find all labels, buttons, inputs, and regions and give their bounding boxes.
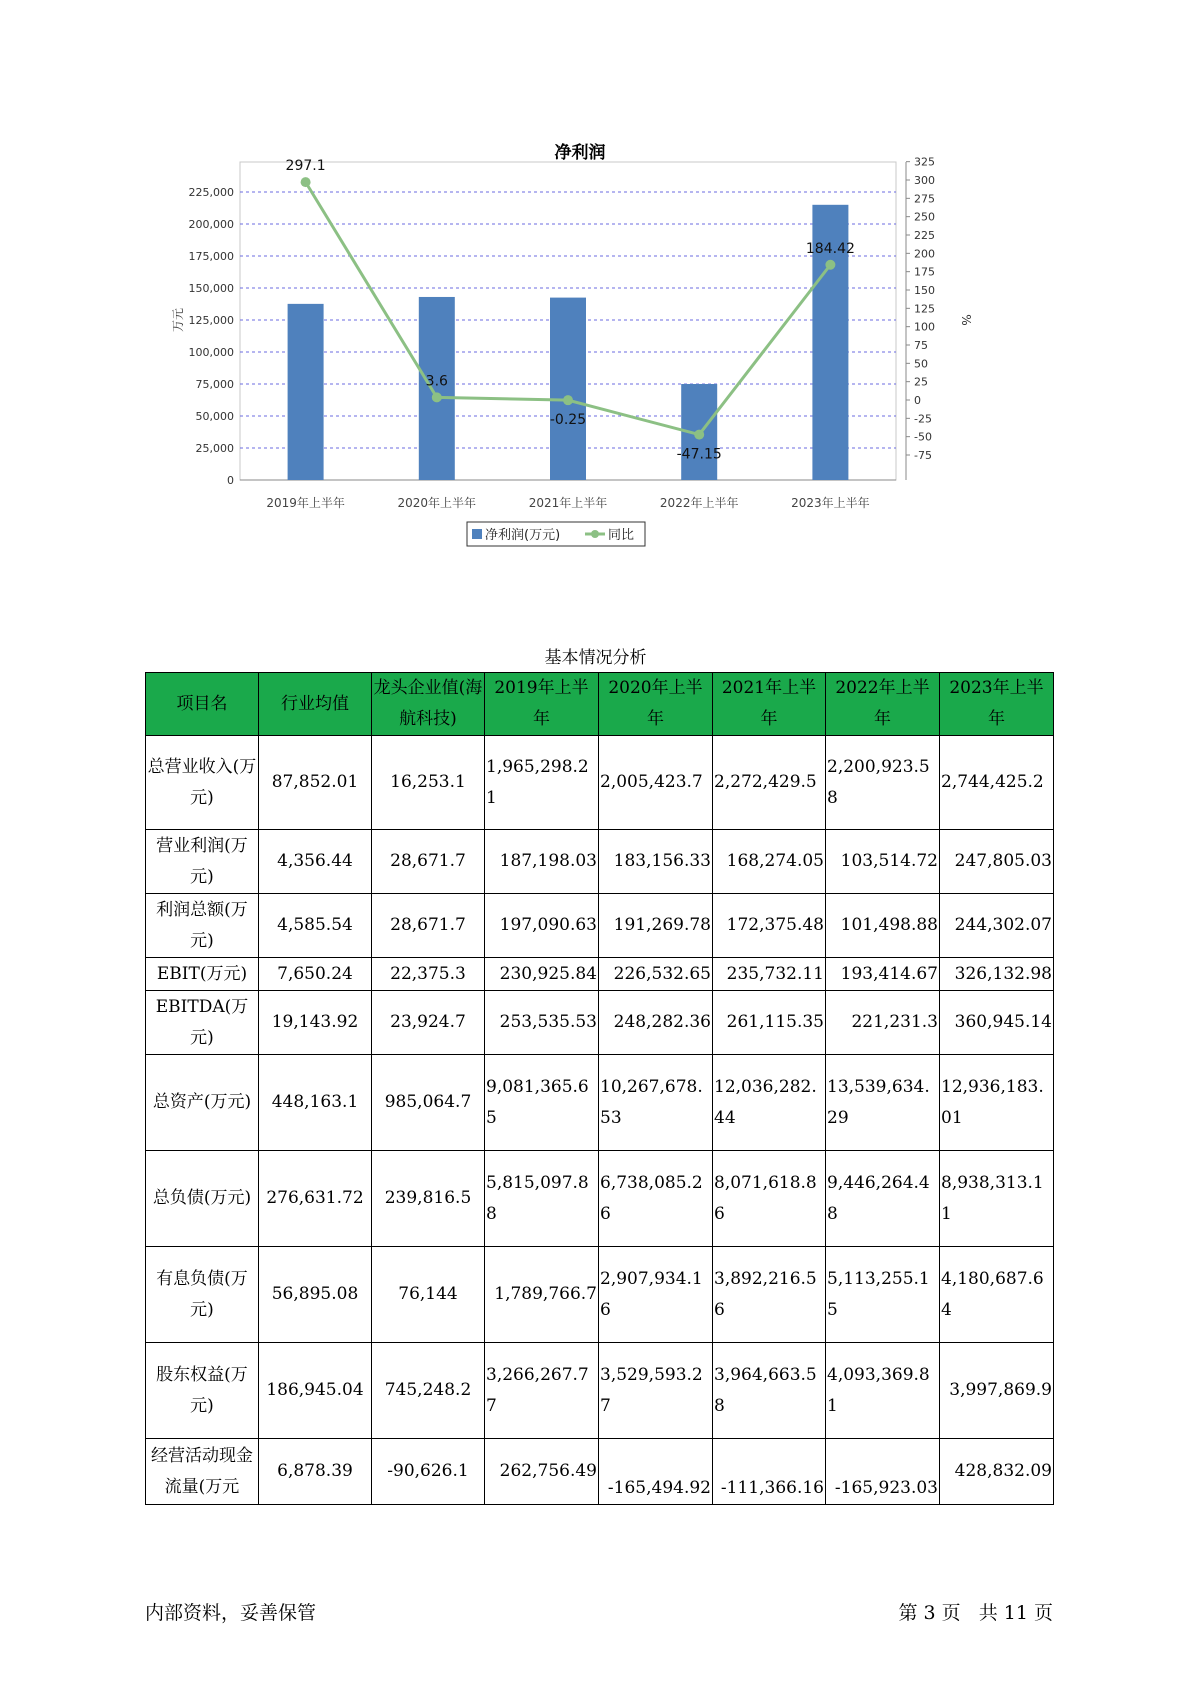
x-tick-label: 2022年上半年: [659, 496, 739, 510]
x-tick-label: 2023年上半年: [791, 496, 870, 510]
cell: 262,756.49: [485, 1439, 599, 1505]
header-2021h1: 2021年上半年: [713, 673, 826, 736]
point-yoy: [825, 260, 835, 270]
cell: 183,156.33: [599, 830, 713, 894]
y-axis-label: 万元: [171, 307, 185, 333]
row-label: 有息负债(万元): [146, 1247, 259, 1343]
bar-net-profit: [550, 298, 586, 480]
cell: 247,805.03: [940, 830, 1054, 894]
cell: 7,650.24: [259, 958, 372, 991]
cell: 4,093,369.81: [826, 1343, 940, 1439]
x-tick-label: 2019年上半年: [266, 496, 345, 510]
point-yoy: [432, 392, 442, 402]
header-2020h1: 2020年上半年: [599, 673, 713, 736]
header-item-name: 项目名: [146, 673, 259, 736]
cell: 3,529,593.27: [599, 1343, 713, 1439]
cell: 197,090.63: [485, 894, 599, 958]
net-profit-chart: [170, 130, 973, 600]
cell: -165,494.92: [599, 1439, 713, 1505]
cell: 172,375.48: [713, 894, 826, 958]
y-tick-label: 125,000: [188, 314, 234, 327]
cell: 239,816.5: [372, 1151, 485, 1247]
cell: 6,738,085.26: [599, 1151, 713, 1247]
cell: 360,945.14: [940, 991, 1054, 1055]
cell: 187,198.03: [485, 830, 599, 894]
y2-tick-label: 0: [914, 394, 921, 407]
cell: 186,945.04: [259, 1343, 372, 1439]
row-label: 利润总额(万元): [146, 894, 259, 958]
chart-title: 净利润: [554, 143, 606, 163]
legend-swatch-bar: [472, 529, 482, 539]
y2-tick-label: -25: [914, 412, 932, 426]
cell: 9,446,264.48: [826, 1151, 940, 1247]
y2-axis-label: %: [959, 314, 973, 326]
cell: 10,267,678.53: [599, 1055, 713, 1151]
cell: 12,036,282.44: [713, 1055, 826, 1151]
cell: 3,964,663.58: [713, 1343, 826, 1439]
row-label: EBITDA(万元): [146, 991, 259, 1055]
cell: 3,892,216.56: [713, 1247, 826, 1343]
data-label-yoy: 3.6: [425, 373, 448, 390]
cell: 5,113,255.15: [826, 1247, 940, 1343]
cell: 13,539,634.29: [826, 1055, 940, 1151]
bar-net-profit: [288, 304, 324, 480]
row-label: 总营业收入(万元): [146, 736, 259, 830]
cell: 76,144: [372, 1247, 485, 1343]
y-tick-label: 200,000: [188, 218, 234, 231]
x-tick-label: 2021年上半年: [528, 496, 608, 510]
cell: 2,005,423.7: [599, 736, 713, 830]
data-label-yoy: -47.15: [676, 446, 722, 463]
cell: 5,815,097.88: [485, 1151, 599, 1247]
cell: 22,375.3: [372, 958, 485, 991]
table-row: [146, 894, 1054, 958]
cell: 253,535.53: [485, 991, 599, 1055]
row-label: 股东权益(万元): [146, 1343, 259, 1439]
cell: 428,832.09: [940, 1439, 1054, 1505]
cell: 193,414.67: [826, 958, 940, 991]
y2-tick-label: 325: [914, 155, 935, 169]
y2-tick-label: -75: [914, 449, 932, 462]
y2-tick-label: 75: [914, 339, 928, 352]
y2-tick-label: 300: [914, 174, 935, 187]
header-industry-avg: 行业均值: [259, 673, 372, 736]
row-label: 总资产(万元): [146, 1055, 259, 1151]
table-row: [146, 991, 1054, 1055]
cell: 230,925.84: [485, 958, 599, 991]
cell: 2,272,429.5: [713, 736, 826, 830]
cell: 2,907,934.16: [599, 1247, 713, 1343]
cell: 261,115.35: [713, 991, 826, 1055]
cell: 16,253.1: [372, 736, 485, 830]
y-tick-label: 50,000: [195, 410, 234, 423]
row-label: 经营活动现金流量(万元: [146, 1439, 259, 1505]
header-2022h1: 2022年上半年: [826, 673, 940, 736]
table-row: [146, 958, 1054, 991]
row-label: 营业利润(万元): [146, 830, 259, 894]
cell: 8,938,313.11: [940, 1151, 1054, 1247]
table-row: [146, 736, 1054, 830]
basic-analysis-table: [145, 672, 1054, 1505]
y2-tick-label: 175: [914, 265, 935, 279]
cell: 2,200,923.58: [826, 736, 940, 830]
footer-page-number: 第 3 页 共 11 页: [898, 1602, 1053, 1624]
cell: 226,532.65: [599, 958, 713, 991]
cell: 23,924.7: [372, 991, 485, 1055]
cell: 4,356.44: [259, 830, 372, 894]
legend-swatch-point: [591, 530, 599, 538]
cell: 248,282.36: [599, 991, 713, 1055]
y-tick-label: 100,000: [188, 346, 234, 359]
y-tick-label: 225,000: [188, 186, 234, 199]
cell: 221,231.3: [826, 991, 940, 1055]
cell: 101,498.88: [826, 894, 940, 958]
cell: 191,269.78: [599, 894, 713, 958]
cell: 3,266,267.77: [485, 1343, 599, 1439]
cell: 1,965,298.21: [485, 736, 599, 830]
cell: 985,064.7: [372, 1055, 485, 1151]
table-row: [146, 1151, 1054, 1247]
y2-tick-label: 50: [914, 357, 928, 371]
header-2023h1: 2023年上半年: [940, 673, 1054, 736]
cell: -111,366.16: [713, 1439, 826, 1505]
cell: 103,514.72: [826, 830, 940, 894]
cell: 8,071,618.86: [713, 1151, 826, 1247]
table-title: 基本情况分析: [544, 648, 647, 668]
cell: 1,789,766.7: [485, 1247, 599, 1343]
cell: 6,878.39: [259, 1439, 372, 1505]
point-yoy: [301, 177, 311, 187]
cell: -165,923.03: [826, 1439, 940, 1505]
cell: 9,081,365.65: [485, 1055, 599, 1151]
cell: 3,997,869.9: [940, 1343, 1054, 1439]
cell: 12,936,183.01: [940, 1055, 1054, 1151]
y2-tick-label: 275: [914, 192, 935, 206]
table-row: [146, 1343, 1054, 1439]
cell: 276,631.72: [259, 1151, 372, 1247]
table-header-row: [146, 673, 1054, 736]
cell: 19,143.92: [259, 991, 372, 1055]
row-label: 总负债(万元): [146, 1151, 259, 1247]
y-tick-label: 150,000: [188, 282, 234, 295]
cell: 235,732.11: [713, 958, 826, 991]
y2-tick-label: 100: [914, 320, 935, 334]
table-row: [146, 1055, 1054, 1151]
cell: 87,852.01: [259, 736, 372, 830]
cell: 28,671.7: [372, 894, 485, 958]
data-label-yoy: -0.25: [549, 412, 587, 429]
cell: 56,895.08: [259, 1247, 372, 1343]
y-tick-label: 0: [227, 474, 234, 487]
y2-tick-label: -50: [914, 430, 932, 444]
cell: 244,302.07: [940, 894, 1054, 958]
row-label: EBIT(万元): [146, 958, 259, 991]
legend-label-bar: 净利润(万元): [485, 528, 561, 543]
table-row: [146, 1247, 1054, 1343]
table-row: [146, 830, 1054, 894]
legend-label-line: 同比: [608, 528, 635, 543]
cell: 745,248.2: [372, 1343, 485, 1439]
cell: 4,585.54: [259, 894, 372, 958]
data-label-yoy: 184.42: [805, 240, 855, 257]
y2-tick-label: 125: [914, 302, 935, 316]
y-tick-label: 175,000: [188, 250, 234, 263]
x-tick-label: 2020年上半年: [397, 496, 477, 510]
cell: 448,163.1: [259, 1055, 372, 1151]
point-yoy: [563, 395, 573, 405]
header-leader-value: 龙头企业值(海航科技): [372, 673, 485, 736]
y-tick-label: 75,000: [195, 378, 234, 391]
header-2019h1: 2019年上半年: [485, 673, 599, 736]
chart-canvas: [170, 130, 990, 600]
y2-tick-label: 25: [914, 375, 928, 389]
y2-tick-label: 150: [914, 284, 935, 297]
cell: 168,274.05: [713, 830, 826, 894]
y2-tick-label: 225: [914, 229, 935, 242]
table-row: [146, 1439, 1054, 1505]
y2-tick-label: 250: [914, 210, 935, 224]
cell: -90,626.1: [372, 1439, 485, 1505]
y-tick-label: 25,000: [195, 442, 234, 455]
cell: 4,180,687.64: [940, 1247, 1054, 1343]
y2-tick-label: 200: [914, 247, 935, 261]
data-label-yoy: 297.1: [285, 158, 326, 175]
cell: 2,744,425.2: [940, 736, 1054, 830]
footer-confidential-note: 内部资料，妥善保管: [145, 1602, 317, 1624]
point-yoy: [694, 430, 704, 440]
cell: 326,132.98: [940, 958, 1054, 991]
cell: 28,671.7: [372, 830, 485, 894]
